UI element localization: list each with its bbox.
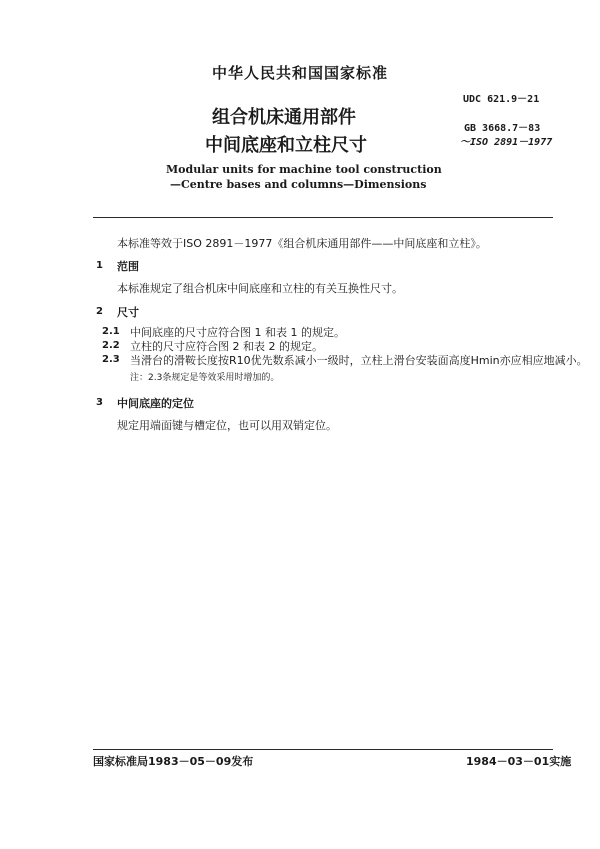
section-title-positioning: 中间底座的定位 [117,397,194,410]
iso-equivalence-code: ～ISO 2891－1977 [460,137,553,148]
english-title-line2: —Centre bases and columns—Dimensions [170,178,427,191]
gb-standard-code: GB 3668.7－83 [464,123,541,134]
section-text-positioning: 规定用端面键与槽定位，也可以用双销定位。 [117,419,337,432]
document-title-line2: 中间底座和立柱尺寸 [205,135,367,156]
national-standard-heading: 中华人民共和国国家标准 [211,64,388,82]
footer-divider [93,749,553,750]
section-title-dimensions: 尺寸 [117,306,139,319]
section-title-scope: 范围 [117,260,139,273]
section-number: 1 [96,260,103,271]
issued-date: 国家标准局1983－05－09发布 [93,755,254,768]
clause-number: 2.2 [102,340,120,351]
effective-date: 1984－03－01实施 [466,755,572,768]
clause-note: 注：2.3条规定是等效采用时增加的。 [130,373,280,383]
clause-text: 当滑台的滑鞍长度按R10优先数系减小一级时，立柱上滑台安装面高度Hmin亦应相应地减小。 [130,354,588,367]
clause-text: 中间底座的尺寸应符合图 1 和表 1 的规定。 [130,326,345,339]
section-number: 3 [96,397,103,408]
section-number: 2 [96,306,103,317]
clause-text: 立柱的尺寸应符合图 2 和表 2 的规定。 [130,340,323,353]
section-text-scope: 本标准规定了组合机床中间底座和立柱的有关互换性尺寸。 [117,282,403,295]
document-title-line1: 组合机床通用部件 [212,107,356,128]
intro-paragraph: 本标准等效于ISO 2891－1977《组合机床通用部件——中间底座和立柱》。 [117,237,487,250]
clause-number: 2.1 [102,326,120,337]
header-divider [93,217,553,218]
english-title-line1: Modular units for machine tool construction [166,163,442,176]
clause-number: 2.3 [102,354,120,365]
udc-code: UDC 621.9－21 [463,94,540,105]
